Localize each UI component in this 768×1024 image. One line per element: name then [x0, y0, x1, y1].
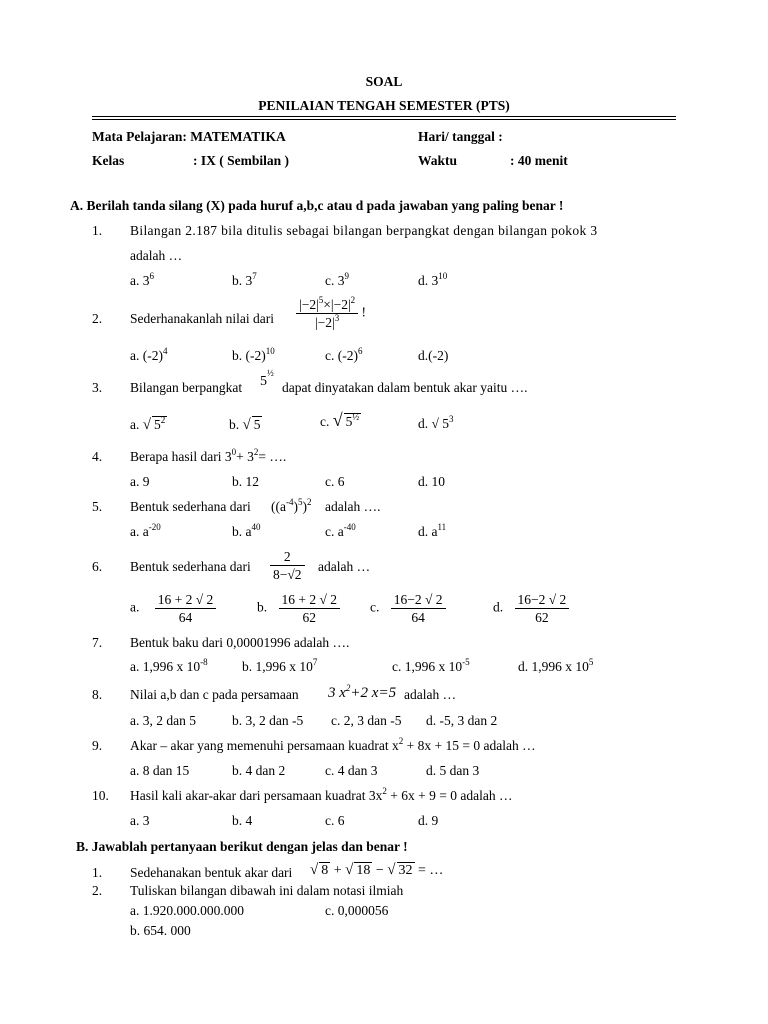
q3-text-before: Bilangan berpangkat	[130, 380, 243, 395]
q6-expression: $\frac{2}{8-√2}$	[270, 548, 305, 583]
q8-equation: 3 $x^2+2$ x=5	[328, 683, 397, 701]
q8-text: Nilai a,b dan c pada persamaan	[130, 687, 299, 702]
q5-number: 5.	[92, 499, 103, 514]
q4-text-start: Berapa hasil dari 3	[130, 449, 232, 464]
q2-option-d: d.(-2)	[418, 348, 449, 363]
q1-option-c: c. $3^9$	[325, 271, 349, 288]
q6-option-c: c. $\frac{16-2 √ 2}{64}$	[370, 591, 446, 626]
time-value: : 40 menit	[510, 153, 568, 168]
q5-option-a: a. $a^{-20}$	[130, 522, 161, 539]
b-q2-option-a: a. 1.920.000.000.000	[130, 903, 244, 918]
q4-number: 4.	[92, 449, 103, 464]
q8-number: 8.	[92, 687, 103, 702]
q6-option-d: d. $\frac{16-2 √ 2}{62}$	[493, 591, 569, 626]
q2-option-b: b. $(-2)^{10}$	[232, 346, 275, 363]
q6-option-a: a. $\frac{16 + 2 √ 2}{64}$	[130, 591, 216, 626]
q7-option-b: b. 1,996 x $10^7$	[242, 657, 318, 674]
q6-text: Bentuk sederhana dari	[130, 559, 251, 574]
q2-number: 2.	[92, 311, 103, 326]
q2-option-c: c. $(-2)^6$	[325, 346, 363, 363]
q9-option-b: b. 4 dan 2	[232, 763, 286, 778]
q3-number: 3.	[92, 380, 103, 395]
q9-text-start: Akar – akar yang memenuhi persamaan kuadrat x	[130, 738, 399, 753]
q2-option-a: a. $(-2)^4$	[130, 346, 168, 363]
q5-text-end: adalah ….	[325, 499, 381, 514]
class-label: Kelas	[92, 153, 125, 168]
page-subtitle: PENILAIAN TENGAH SEMESTER (PTS)	[258, 98, 510, 113]
header-divider-top	[92, 116, 676, 117]
q3-option-d: d. √ $5^3$	[418, 414, 454, 431]
b-q1-number: 1.	[92, 865, 103, 880]
subject-label: Mata Pelajaran: MATEMATIKA	[92, 129, 286, 144]
q1-text-line2: adalah …	[130, 248, 183, 263]
q4-text-mid: + 3	[236, 449, 254, 464]
q10-text-start: Hasil kali akar-akar dari persamaan kuadrat 3x	[130, 788, 383, 803]
q4-option-b: b. 12	[232, 474, 259, 489]
q5-option-b: b. $a^{40}$	[232, 522, 261, 539]
section-a-instruction: A. Berilah tanda silang (X) pada huruf a,b,c atau d pada jawaban yang paling benar !	[70, 198, 564, 213]
q3-text-after: dapat dinyatakan dalam bentuk akar yaitu ….	[282, 380, 528, 395]
q6-option-b: b. $\frac{16 + 2 √ 2}{62}$	[257, 591, 340, 626]
q2-text: Sederhanakanlah nilai dari	[130, 311, 274, 326]
q10-text: Hasil kali akar-akar dari persamaan kuadrat $3x^2 + 6x + 9 = 0$ adalah …	[130, 786, 513, 803]
q4-text-end: = ….	[258, 449, 287, 464]
q8-option-b: b. 3, 2 dan -5	[232, 713, 304, 728]
q8-option-d: d. -5, 3 dan 2	[426, 713, 498, 728]
b-q2-text: Tuliskan bilangan dibawah ini dalam notasi ilmiah	[130, 883, 404, 898]
q9-text-end: + 8x + 15 = 0 adalah …	[406, 738, 536, 753]
q9-text: Akar – akar yang memenuhi persamaan kuadrat $x^2 + 8x + 15 = 0$ adalah …	[130, 736, 536, 753]
q5-option-d: d. $a^{11}$	[418, 522, 447, 539]
q9-option-c: c. 4 dan 3	[325, 763, 378, 778]
b-q2-option-b: b. 654. 000	[130, 923, 191, 938]
b-q1-text: Sedehanakan bentuk akar dari	[130, 865, 293, 880]
q10-option-c: c. 6	[325, 813, 345, 828]
q7-option-c: c. 1,996 x $10^{-5}$	[392, 657, 470, 674]
q8-option-c: c. 2, 3 dan -5	[331, 713, 402, 728]
q7-option-d: d. 1,996 x $10^5$	[518, 657, 594, 674]
page-title: SOAL	[365, 74, 403, 89]
q1-option-a: a. $3^6$	[130, 271, 154, 288]
q8-text-end: adalah …	[404, 687, 457, 702]
q3-power: $5^{\frac{1}{2}}$	[260, 368, 274, 389]
q5-option-c: c. $a^{-40}$	[325, 522, 356, 539]
q6-number: 6.	[92, 559, 103, 574]
q3-option-b: b. √ 5	[229, 417, 261, 433]
q5-text: Bentuk sederhana dari	[130, 499, 251, 514]
q3-option-c: c. √ $5^{\frac{1}{2}}$	[320, 410, 360, 430]
q9-number: 9.	[92, 738, 103, 753]
time-label: Waktu	[418, 153, 458, 168]
q10-text-end: + 6x + 9 = 0 adalah …	[390, 788, 513, 803]
q4-text: Berapa hasil dari $3^0+ 3^2=$ ….	[130, 447, 287, 464]
q1-text-line1: Bilangan 2.187 bila ditulis sebagai bilangan berpangkat dengan bilangan pokok 3	[130, 223, 598, 238]
b-q2-number: 2.	[92, 883, 103, 898]
q4-option-d: d. 10	[418, 474, 445, 489]
day-label: Hari/ tanggal :	[418, 129, 503, 144]
b-q2-option-c: c. 0,000056	[325, 903, 389, 918]
header-divider-bottom	[92, 119, 676, 120]
q1-option-b: b. $3^7$	[232, 271, 257, 288]
q7-option-a: a. 1,996 x $10^{-8}$	[130, 657, 208, 674]
q6-text-end: adalah …	[318, 559, 371, 574]
q10-option-a: a. 3	[130, 813, 150, 828]
q4-option-a: a. 9	[130, 474, 150, 489]
q3-option-a: a. √ $5^2$	[130, 415, 166, 433]
q9-option-a: a. 8 dan 15	[130, 763, 190, 778]
q1-option-d: d. $3^{10}$	[418, 271, 448, 288]
q10-option-d: d. 9	[418, 813, 439, 828]
q5-expression: $((a^{-4})^5)^2$	[271, 497, 312, 514]
q2-expression: $\frac{|-2|^5\times|-2|^2}{|-2|^3}$ !	[296, 296, 366, 331]
q4-option-c: c. 6	[325, 474, 345, 489]
b-q1-expression: √ 8 + √ 18 − √ 32 = …	[310, 862, 444, 878]
q1-number: 1.	[92, 223, 103, 238]
q9-option-d: d. 5 dan 3	[426, 763, 480, 778]
q8-option-a: a. 3, 2 dan 5	[130, 713, 196, 728]
section-b-instruction: B. Jawablah pertanyaan berikut dengan jelas dan benar !	[76, 839, 408, 854]
q10-option-b: b. 4	[232, 813, 253, 828]
q10-number: 10.	[92, 788, 109, 803]
class-value: : IX ( Sembilan )	[193, 153, 290, 168]
q7-number: 7.	[92, 635, 103, 650]
q7-text: Bentuk baku dari 0,00001996 adalah ….	[130, 635, 350, 650]
